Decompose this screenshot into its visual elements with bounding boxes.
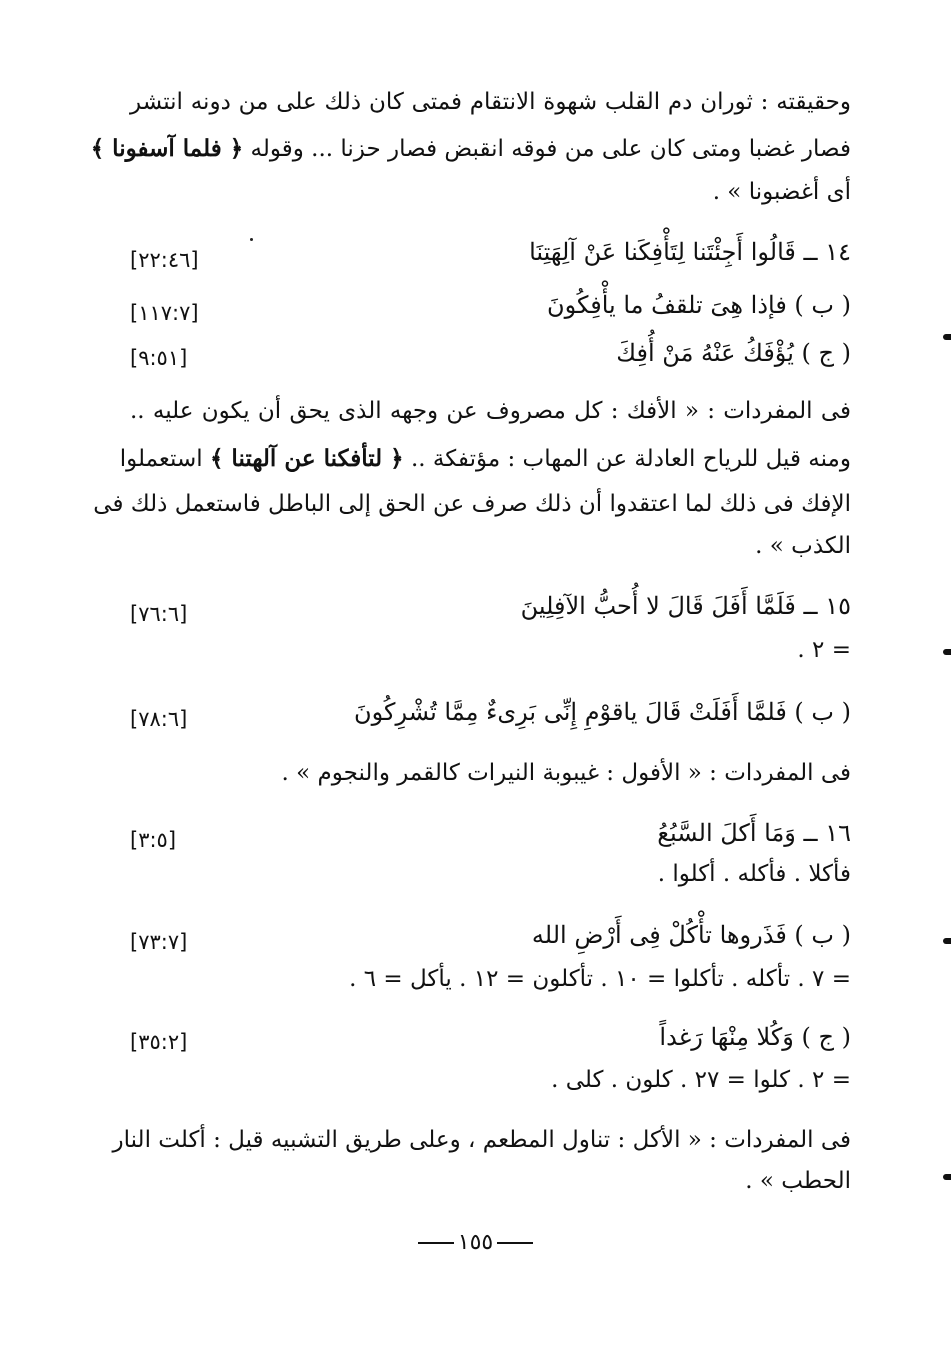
mufradat-14-line-2 bbox=[119, 443, 851, 475]
verse-15a: ١٥ ــ فَلَمَّا أَفَلَ قَالَ لا أُحبُّ الآفِلِينَ bbox=[520, 592, 851, 620]
intro-line-1: وحقيقته : ثوران دم القلب شهوة الانتقام فمتى كان ذلك على من دونه انتشر bbox=[130, 89, 851, 115]
scan-edge-mark bbox=[943, 649, 951, 655]
verse-14c-ref: [٩:٥١] bbox=[130, 346, 188, 370]
verse-14b-ref: [١١٧:٧] bbox=[130, 301, 199, 325]
page-number bbox=[0, 1230, 951, 1255]
mufradat-14-line-3: الإفك فى ذلك لما اعتقدوا أن ذلك صرف عن الحق إلى الباطل فاستعمل ذلك فى bbox=[93, 491, 851, 517]
mufradat-15-line-1: فى المفردات : « الأفول : غيبوبة النيرات كالقمر والنجوم » . bbox=[281, 760, 851, 786]
verse-15a-count: = ٢ . bbox=[797, 637, 851, 663]
verse-14c: ( ج ) يُؤْفَكُ عَنْهُ مَنْ أُفِكَ bbox=[616, 339, 851, 367]
verse-16b-ref: [٧٣:٧] bbox=[130, 930, 188, 954]
verse-14a: ١٤ ــ قَالُوا أَجِئْتَنا لِتَأْفِكَنا عَنْ آلِهَتِنَا bbox=[529, 238, 851, 266]
intro-line-2-text: فصار غضبا ومتى كان على من فوقه انقبض فصار حزنا ... وقوله bbox=[243, 136, 851, 162]
verse-16c-count: = ٢ . كلوا = ٢٧ . كلون . كلى . bbox=[551, 1067, 851, 1093]
scan-edge-mark bbox=[943, 334, 951, 340]
verse-15a-ref: [٧٦:٦] bbox=[130, 602, 188, 626]
page-number-text: ١٥٥ bbox=[457, 1230, 494, 1255]
scan-edge-mark bbox=[943, 938, 951, 944]
verse-14a-ref: [٢٢:٤٦] bbox=[130, 248, 199, 272]
verse-16a-ref: [٣:٥] bbox=[130, 828, 177, 852]
intro-line-2 bbox=[90, 133, 851, 165]
verse-15b-ref: [٧٨:٦] bbox=[130, 707, 188, 731]
verse-16a: ١٦ ــ وَمَا أَكلَ السَّبُعُ bbox=[657, 819, 851, 847]
scan-speck bbox=[250, 238, 253, 241]
verse-16b-count: = ٧ . تأكله . تأكلوا = ١٠ . تأكلون = ١٢ . يأكل = ٦ . bbox=[349, 966, 851, 992]
mufradat-14-line-4: الكذب » . bbox=[755, 533, 851, 559]
intro-quote: ﴿ فلما آسفونا ﴾ bbox=[90, 135, 244, 162]
mufradat-16-line-1: فى المفردات : « الأكل : تناول المطعم ، وعلى طريق التشبيه قيل : أكلت النار bbox=[112, 1127, 851, 1153]
verse-16c-ref: [٣٥:٢] bbox=[130, 1030, 188, 1054]
page-number-dash-right bbox=[497, 1242, 533, 1244]
mufradat-16-line-2: الحطب » . bbox=[745, 1168, 851, 1194]
verse-14b: ( ب ) فإذا هِىَ تلقفُ ما يأْفِكُونَ bbox=[546, 291, 851, 319]
mufradat-14-quote: ﴿ لتأفكنا عن آلهتنا ﴾ bbox=[209, 445, 404, 472]
page-number-dash-left bbox=[418, 1242, 454, 1244]
intro-line-3: أى أغضبونا » . bbox=[712, 179, 851, 205]
scan-edge-mark bbox=[943, 1174, 951, 1180]
mufradat-14-line-2a: ومنه قيل للرياح العادلة عن المهاب : مؤتفكة .. bbox=[403, 446, 851, 472]
verse-16a-forms: فأكلا . فأكله . أكلوا . bbox=[657, 861, 851, 887]
verse-15b: ( ب ) فَلمَّا أَفَلَتْ قَالَ ياقوْمِ إِنِّى بَرِىءٌ مِمَّا تُشْرِكُونَ bbox=[354, 698, 851, 726]
mufradat-14-line-2c: استعملوا bbox=[119, 446, 210, 472]
verse-16c: ( ج ) وَكُلا مِنْهَا رَغداً bbox=[659, 1023, 851, 1051]
mufradat-14-line-1: فى المفردات : « الأفك : كل مصروف عن وجهه الذى يحق أن يكون عليه .. bbox=[130, 398, 851, 424]
verse-16b: ( ب ) فَذَروها تأْكُلْ فِى أَرْضِ الله bbox=[531, 921, 851, 949]
